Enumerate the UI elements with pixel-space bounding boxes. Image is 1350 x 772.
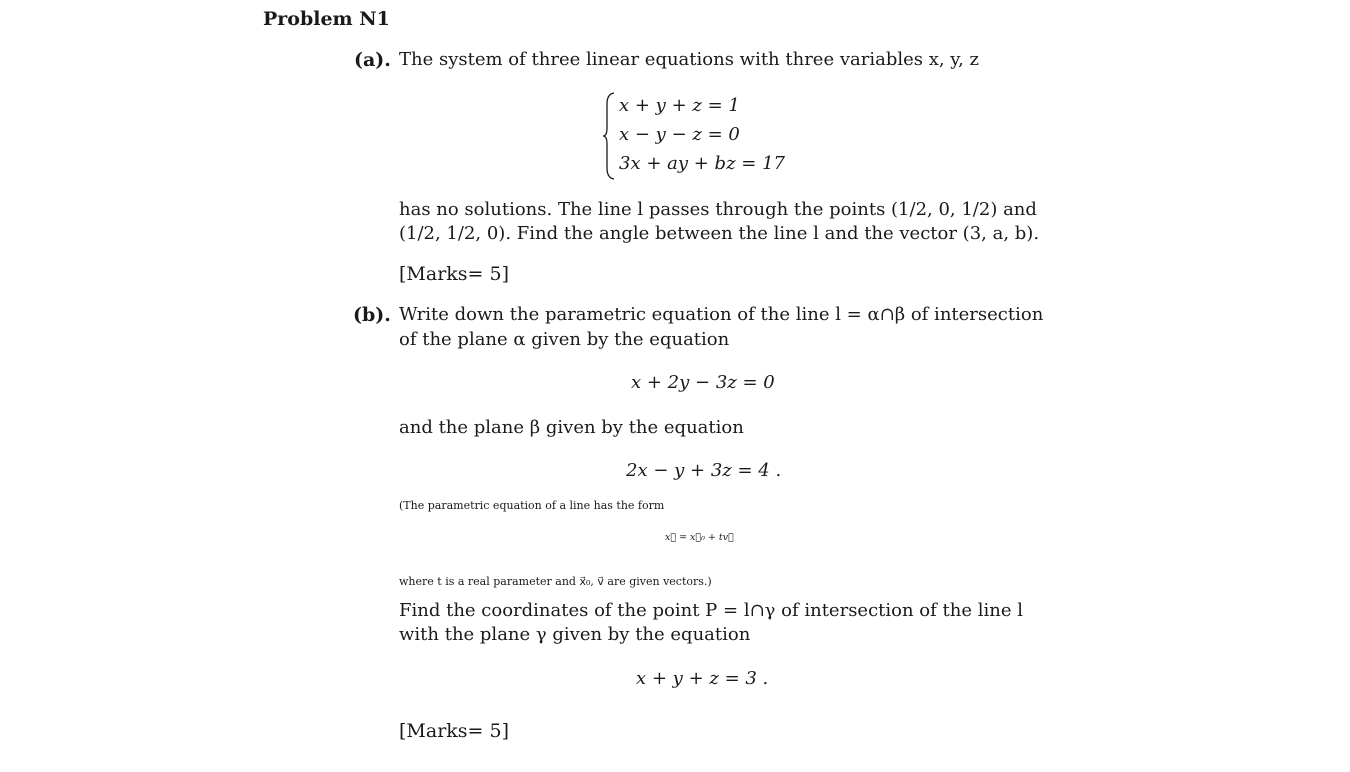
equation-system-brace xyxy=(603,92,615,180)
plane-gamma-equation: x + y + z = 3 . xyxy=(636,668,769,689)
plane-beta-equation: 2x − y + 3z = 4 . xyxy=(626,460,782,481)
part-a-body-line-1: has no solutions. The line l passes through the points (1/2, 0, 1/2) and xyxy=(399,199,1037,220)
parametric-note-close: where t is a real parameter and x⃗₀, v⃗ are given vectors.) xyxy=(399,575,712,588)
plane-alpha-equation: x + 2y − 3z = 0 xyxy=(631,372,775,393)
part-a-label: (a). xyxy=(354,49,391,71)
parametric-note-equation: x⃗ = x⃗₀ + tv⃗ xyxy=(665,532,734,543)
part-b-intro-line-2: of the plane α given by the equation xyxy=(399,329,730,350)
plane-beta-text: and the plane β given by the equation xyxy=(399,417,744,438)
system-equation-1: x + y + z = 1 xyxy=(619,95,740,116)
problem-title: Problem N1 xyxy=(263,8,390,30)
part-b-intro-line-1: Write down the parametric equation of the line l = α∩β of intersection xyxy=(399,304,1044,325)
system-equation-3: 3x + ay + bz = 17 xyxy=(619,153,785,174)
part-a-marks: [Marks= 5] xyxy=(399,263,510,285)
parametric-note-open: (The parametric equation of a line has the form xyxy=(399,499,665,512)
part-b-marks: [Marks= 5] xyxy=(399,720,510,742)
system-equation-2: x − y − z = 0 xyxy=(619,124,740,145)
part-b-find-line-2: with the plane γ given by the equation xyxy=(399,624,751,645)
part-b-find-line-1: Find the coordinates of the point P = l∩γ of intersection of the line l xyxy=(399,600,1023,621)
part-a-body-line-2: (1/2, 1/2, 0). Find the angle between the line l and the vector (3, a, b). xyxy=(399,223,1040,244)
part-b-label: (b). xyxy=(353,304,391,326)
part-a-intro: The system of three linear equations with three variables x, y, z xyxy=(399,49,980,70)
